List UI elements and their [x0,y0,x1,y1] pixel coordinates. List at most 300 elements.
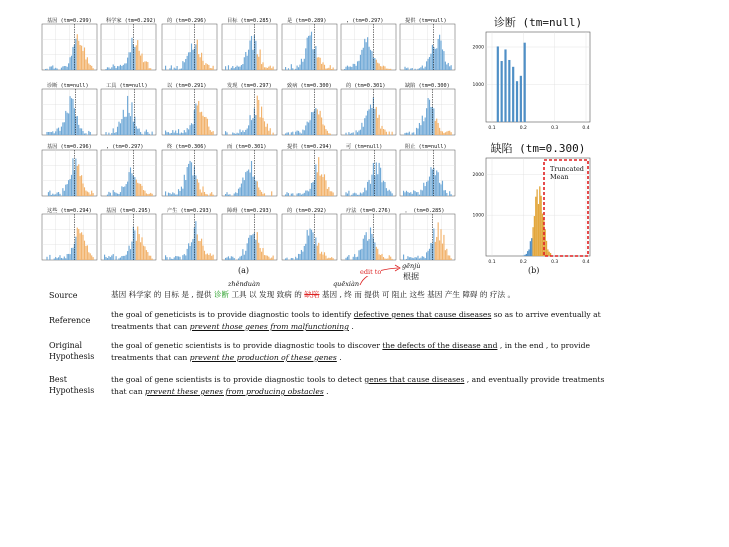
histogram-bar [417,129,418,135]
histogram-bar [68,63,69,70]
mini-histogram [101,81,156,135]
histogram-bar [49,191,50,196]
histogram-bar [118,122,119,135]
histogram-bar [311,230,312,260]
histogram-bar [512,67,514,122]
histogram-bar [449,66,450,70]
histogram-bar [136,241,137,260]
histogram-bar [84,241,85,260]
histogram-bar [85,191,86,196]
histogram-bar [141,134,142,135]
histogram-bar [195,104,196,135]
mini-histogram-title: 的 (tm=0.292) [287,208,327,214]
mini-histogram [101,206,156,260]
histogram-bar [252,50,253,70]
x-tick-label: 0.4 [582,260,590,265]
histogram-bar [271,191,272,196]
histogram-bar [361,193,362,196]
histogram-bar [310,229,311,260]
histogram-bar [242,64,243,70]
histogram-bar [252,118,253,135]
histogram-bar [62,66,63,70]
histogram-bar [307,38,308,70]
histogram-bar [433,108,434,135]
histogram-bar [364,188,365,196]
histogram-bar [149,68,150,70]
histogram-bar [244,180,245,196]
histogram-bar [131,38,132,70]
histogram-bar [210,130,211,135]
histogram-bar [141,54,142,70]
best-label: Best Hypothesis [49,375,95,395]
histogram-bar [174,68,175,70]
histogram-bar [310,189,311,196]
histogram-bar [260,50,261,70]
histogram-bar [379,115,380,135]
histogram-bar [354,193,355,196]
histogram-bar [123,187,124,196]
histogram-bar [327,131,328,135]
histogram-bar [369,180,370,196]
histogram-bar [381,126,382,135]
histogram-bar [146,61,147,70]
histogram-bar [386,132,387,135]
histogram-bar [245,172,246,196]
histogram-bar [327,258,328,260]
x-tick-label: 0.1 [488,260,496,265]
histogram-bar [107,67,108,70]
histogram-bar [123,110,124,135]
histogram-bar [299,65,300,70]
histogram-bar [113,190,114,196]
histogram-bar [185,255,186,260]
histogram-bar [90,194,91,196]
histogram-bar [357,132,358,135]
histogram-bar [358,61,359,70]
histogram-bar [188,243,189,260]
histogram-bar [384,66,385,70]
histogram-bar [435,242,436,260]
histogram-bar [235,134,236,135]
histogram-bar [207,194,208,196]
histogram-bar [260,117,261,135]
histogram-bar [104,255,105,260]
histogram-bar [364,39,365,70]
edit-target-pinyin: gēnjù [402,262,421,270]
histogram-bar [322,62,323,70]
green-pinyin: zhěnduàn [228,280,261,288]
histogram-bar [191,242,192,260]
histogram-bar [364,118,365,135]
mini-histogram [42,16,97,70]
histogram-bar [149,194,150,196]
histogram-bar [358,131,359,135]
histogram-bar [200,241,201,260]
histogram-bar [77,116,78,135]
histogram-bar [171,133,172,135]
histogram-bar [440,229,441,260]
histogram-bar [225,194,226,196]
histogram-bar [311,112,312,135]
histogram-bar [374,242,375,260]
histogram-bar [130,249,131,260]
histogram-bar [175,131,176,135]
histogram-bar [257,54,258,70]
histogram-bar [51,132,52,135]
histogram-bar [321,174,322,196]
mini-histogram [162,206,217,260]
histogram-bar [192,50,193,70]
histogram-bar [57,258,58,260]
histogram-bar [390,191,391,196]
histogram-bar [245,251,246,260]
histogram-bar [187,56,188,70]
histogram-bar [184,175,185,196]
histogram-bar [147,194,148,196]
mini-histogram-title: 是 (tm=0.289) [287,18,327,24]
histogram-bar [242,178,243,196]
histogram-bar [436,237,437,260]
histogram-bar [116,68,117,70]
histogram-bar [442,244,443,260]
histogram-bar [149,256,150,260]
histogram-bar [347,66,348,70]
histogram-bar [451,132,452,135]
histogram-bar [238,67,239,70]
histogram-bar [136,45,137,70]
histogram-bar [130,116,131,135]
histogram-bar [317,109,318,135]
histogram-bar [262,118,263,135]
histogram-bar [286,192,287,196]
histogram-bar [497,46,499,122]
histogram-bar [198,101,199,135]
histogram-bar [242,249,243,260]
histogram-bar [251,120,252,135]
histogram-bar [225,66,226,70]
mini-histogram-title: 致病 (tm=0.300) [287,83,332,89]
mini-histogram-title: 科学家 (tm=0.292) [106,18,156,24]
histogram-bar [202,246,203,260]
histogram-bar [442,49,443,70]
histogram-bar [118,194,119,196]
histogram-bar [169,68,170,70]
histogram-bar [232,132,233,135]
histogram-bar [304,59,305,70]
histogram-bar [187,167,188,196]
histogram-bar [449,131,450,135]
histogram-bar [88,63,89,70]
histogram-bar [433,228,434,260]
histogram-bar [185,132,186,135]
histogram-bar [386,188,387,196]
mini-histogram-title: 疗法 (tm=0.276) [346,208,391,214]
histogram-bar [108,256,109,260]
histogram-bar [46,257,47,260]
histogram-bar [185,180,186,196]
histogram-bar [404,192,405,196]
histogram-bar [312,232,313,260]
histogram-bar [117,66,118,70]
mini-histogram [341,81,396,135]
histogram-bar [331,69,332,70]
histogram-bar [317,57,318,70]
histogram-bar [536,189,537,256]
histogram-bar [51,195,52,196]
histogram-bar [202,186,203,196]
histogram-bar [371,175,372,196]
histogram-bar [70,96,71,135]
histogram-bar [175,195,176,196]
histogram-bar [64,191,65,196]
histogram-bar [325,69,326,70]
histogram-bar [251,36,252,70]
histogram-bar [377,63,378,70]
histogram-bar [285,133,286,135]
histogram-bar [252,177,253,196]
histogram-bar [442,131,443,135]
histogram-bar [114,133,115,135]
histogram-bar [260,190,261,196]
histogram-bar [273,67,274,70]
histogram-bar [139,234,140,260]
histogram-bar [366,190,367,196]
histogram-bar [412,194,413,196]
histogram-bar [305,125,306,135]
histogram-bar [268,131,269,135]
histogram-bar [71,98,72,135]
histogram-bar [200,57,201,70]
histogram-bar [80,45,81,70]
histogram-bar [177,66,178,70]
histogram-bar [175,69,176,70]
histogram-bar [526,254,527,256]
histogram-bar [369,239,370,260]
mini-histogram [282,16,337,70]
histogram-bar [255,115,256,135]
mini-histogram-title: 的 (tm=0.301) [346,83,386,89]
histogram-bar [144,191,145,196]
histogram-bar [237,133,238,135]
histogram-bar [185,59,186,70]
histogram-bar [432,169,433,196]
histogram-bar [107,195,108,196]
histogram-bar [257,181,258,196]
histogram-bar [308,236,309,260]
histogram-bar [532,227,533,256]
histogram-bar [248,170,249,196]
histogram-bar [301,134,302,135]
histogram-bar [64,66,65,70]
histogram-bar [258,187,259,196]
histogram-bar [446,132,447,135]
histogram-bar [333,192,334,196]
histogram-bar [116,132,117,135]
histogram-bar [530,241,531,256]
histogram-bar [268,257,269,260]
histogram-bar [136,126,137,135]
histogram-bar [57,193,58,196]
histogram-bar [325,256,326,260]
histogram-bar [116,193,117,196]
histogram-bar [410,192,411,196]
histogram-bar [328,133,329,135]
histogram-bar [264,67,265,70]
big-histogram-bottom [473,141,590,265]
histogram-bar [404,67,405,70]
histogram-bar [305,48,306,70]
histogram-bar [255,181,256,196]
histogram-bar [166,132,167,135]
histogram-bar [354,64,355,70]
histogram-bar [440,41,441,70]
histogram-bar [258,57,259,70]
histogram-bar [54,69,55,70]
histogram-bar [165,66,166,70]
histogram-bar [113,64,114,70]
histogram-bar [75,237,76,260]
histogram-bar [295,257,296,260]
histogram-bar [328,258,329,260]
histogram-bar [171,259,172,260]
histogram-bar [235,67,236,70]
histogram-bar [270,66,271,70]
mini-histogram-title: 发现 (tm=0.297) [227,83,272,89]
histogram-bar [72,99,73,135]
histogram-bar [425,67,426,70]
histogram-bar [190,52,191,70]
histogram-bar [234,133,235,135]
histogram-bar [72,158,73,196]
histogram-bar [168,193,169,196]
histogram-bar [181,69,182,70]
histogram-bar [123,65,124,70]
histogram-bar [134,177,135,196]
histogram-bar [410,69,411,70]
histogram-bar [88,131,89,135]
histogram-bar [361,249,362,260]
histogram-bar [299,254,300,260]
histogram-bar [68,254,69,260]
histogram-bar [174,257,175,260]
histogram-bar [426,61,427,70]
histogram-bar [71,175,72,196]
histogram-bar [165,255,166,260]
histogram-bar [64,122,65,135]
histogram-bar [325,180,326,196]
histogram-bar [51,66,52,70]
histogram-bar [49,67,50,70]
histogram-bar [237,193,238,196]
histogram-bar [271,68,272,70]
histogram-bar [291,64,292,70]
histogram-bar [108,67,109,70]
histogram-bar [147,132,148,135]
histogram-bar [105,132,106,135]
histogram-bar [225,258,226,260]
histogram-bar [425,117,426,135]
histogram-bar [74,108,75,135]
histogram-bar [369,109,370,135]
histogram-bar [251,161,252,196]
histogram-bar [291,194,292,196]
histogram-bar [245,52,246,70]
histogram-bar [322,255,323,260]
histogram-bar [286,258,287,260]
histogram-bar [114,192,115,196]
histogram-bar [370,184,371,196]
histogram-bar [120,258,121,260]
histogram-bar [121,186,122,196]
histogram-bar [247,243,248,260]
histogram-bar [72,248,73,260]
histogram-bar [65,258,66,260]
histogram-bar [129,172,130,196]
histogram-bar [241,184,242,196]
histogram-bar [116,256,117,260]
histogram-bar [333,67,334,70]
histogram-bar [210,253,211,260]
histogram-bar [527,251,528,256]
histogram-bar [419,195,420,196]
histogram-bar [298,193,299,196]
histogram-bar [144,246,145,260]
histogram-bar [139,128,140,135]
histogram-bar [439,240,440,260]
histogram-bar [535,197,536,256]
histogram-bar [273,133,274,135]
histogram-bar [137,129,138,135]
x-tick-label: 0.2 [519,260,527,265]
histogram-bar [46,132,47,135]
mini-histogram-title: 而 (tm=0.301) [227,144,267,150]
histogram-bar [168,132,169,135]
histogram-bar [350,134,351,135]
histogram-bar [261,252,262,260]
histogram-bar [191,123,192,135]
histogram-bar [111,67,112,70]
histogram-bar [331,191,332,196]
histogram-bar [423,68,424,70]
histogram-bar [261,107,262,135]
histogram-bar [152,132,153,135]
histogram-bar [108,133,109,135]
subfigure-a-caption: (a) [238,266,250,275]
histogram-bar [241,256,242,260]
edit-label: edit to [360,268,382,276]
histogram-bar [360,193,361,196]
histogram-bar [211,256,212,260]
histogram-bar [208,255,209,260]
histogram-bar [131,242,132,260]
histogram-bar [310,120,311,135]
histogram-bar [302,130,303,135]
histogram-bar [301,195,302,196]
histogram-bar [137,183,138,196]
histogram-bar [126,255,127,260]
histogram-bar [78,229,79,260]
histogram-bar [127,182,128,196]
mini-histogram-title: 终 (tm=0.306) [167,144,207,150]
histogram-bar [370,50,371,70]
histogram-bar [67,113,68,135]
histogram-bar [264,121,265,135]
histogram-bar [261,192,262,196]
histogram-bar [126,117,127,135]
histogram-bar [165,131,166,135]
histogram-bar [531,238,532,256]
histogram-bar [351,67,352,70]
